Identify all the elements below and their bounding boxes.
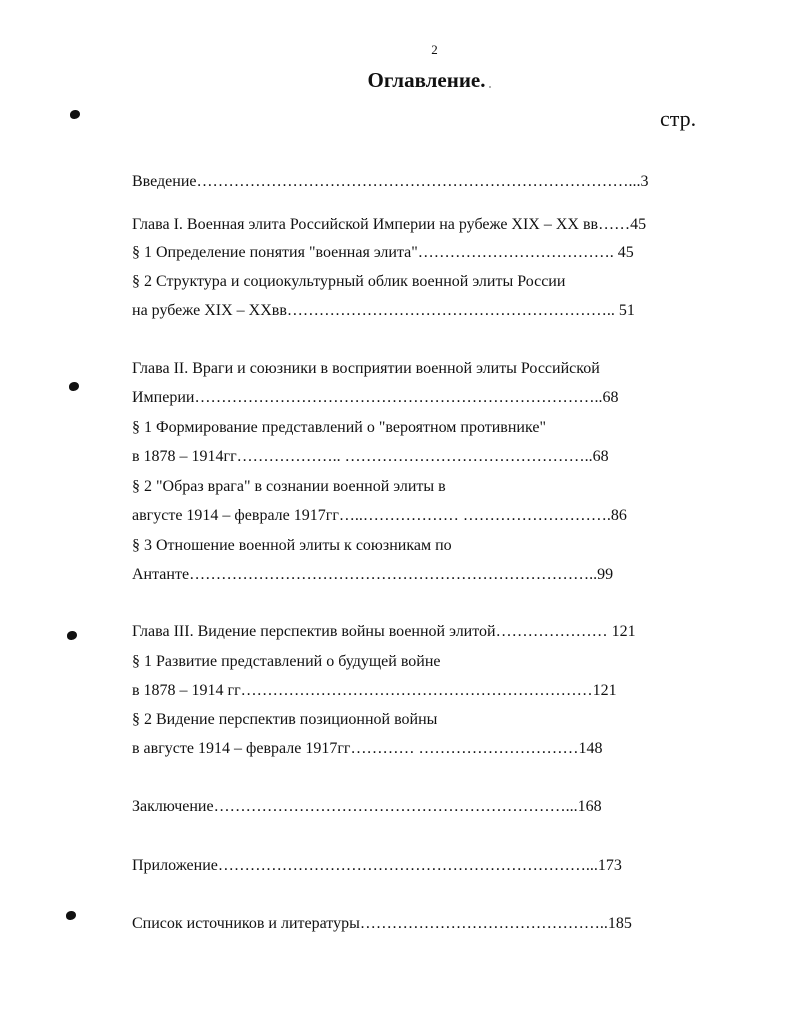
toc-chapter-2: Глава II. Враги и союзники в восприятии военной элиты Российской <box>132 360 600 377</box>
toc-chapter-2-section-1-cont: в 1878 – 1914гг……………….. ………………………………………..68 <box>132 448 609 465</box>
page-number: 2 <box>431 42 438 57</box>
toc-chapter-2-cont: Империи…………………………………………………………………..68 <box>132 389 619 406</box>
toc-chapter-3-section-2-cont: в августе 1914 – феврале 1917гг………… …………………………148 <box>132 740 603 757</box>
toc-sources: Список источников и литературы………………………………………..185 <box>132 915 632 932</box>
scan-speck <box>489 86 491 88</box>
toc-appendix: Приложение……………………………………………………………...173 <box>132 857 622 874</box>
toc-chapter-1-section-2: § 2 Структура и социокультурный облик военной элиты России <box>132 273 566 290</box>
scan-mark <box>70 110 80 119</box>
toc-chapter-2-section-1: § 1 Формирование представлений о "вероятном противнике" <box>132 419 546 436</box>
toc-chapter-3-section-1: § 1 Развитие представлений о будущей войне <box>132 653 441 670</box>
toc-chapter-2-section-3-cont: Антанте…………………………………………………………………..99 <box>132 566 614 583</box>
toc-intro: Введение………………………………………………………………………...3 <box>132 173 649 190</box>
scan-mark <box>66 911 76 920</box>
toc-chapter-3: Глава III. Видение перспектив войны военной элитой………………… 121 <box>132 623 636 640</box>
scan-mark <box>69 382 79 391</box>
scan-mark <box>67 631 77 640</box>
toc-chapter-1: Глава I. Военная элита Российской Империи на рубеже XIX – XX вв……45 <box>132 216 647 233</box>
page-column-label: стр. <box>660 106 697 131</box>
toc-chapter-3-section-2: § 2 Видение перспектив позиционной войны <box>132 711 438 728</box>
toc-chapter-2-section-2-cont: августе 1914 – феврале 1917гг…..……………… ……………………….86 <box>132 507 627 524</box>
page-title: Оглавление. <box>367 68 486 92</box>
toc-chapter-2-section-3: § 3 Отношение военной элиты к союзникам по <box>132 537 452 554</box>
toc-chapter-2-section-2: § 2 "Образ врага" в сознании военной элиты в <box>132 478 446 495</box>
toc-chapter-1-section-1: § 1 Определение понятия "военная элита"………………………………. 45 <box>132 244 634 261</box>
toc-conclusion: Заключение…………………………………………………………...168 <box>132 798 602 815</box>
toc-chapter-1-section-2-cont: на рубеже XIX – XXвв…………………………………………………….. 51 <box>132 302 635 319</box>
toc-chapter-3-section-1-cont: в 1878 – 1914 гг…………………………………………………………121 <box>132 682 617 699</box>
